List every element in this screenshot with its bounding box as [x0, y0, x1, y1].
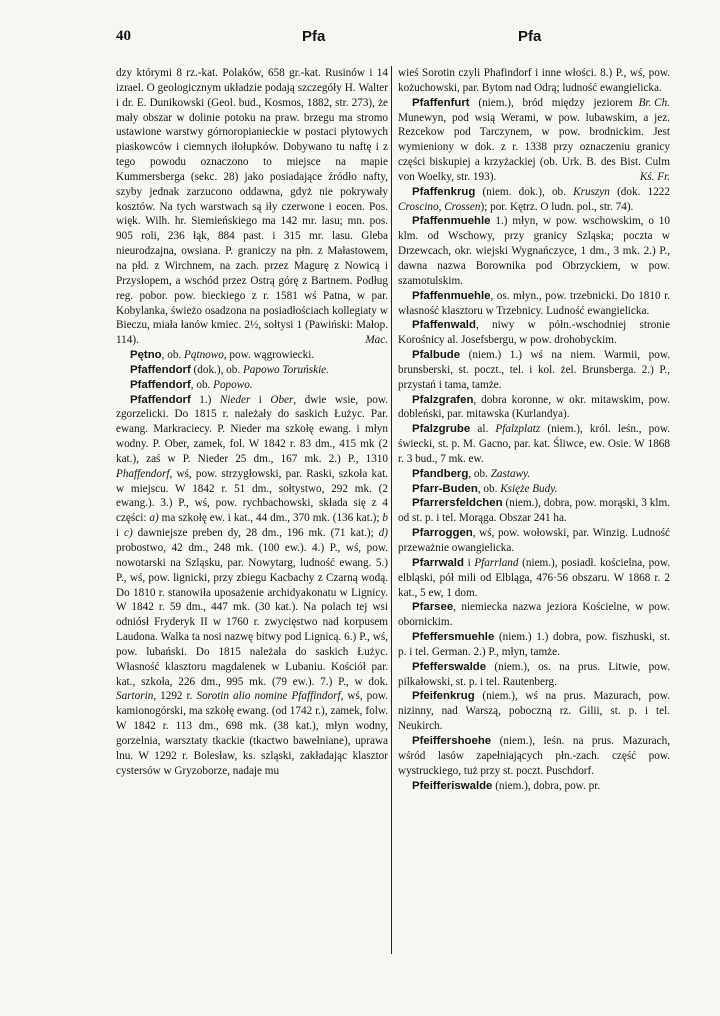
dictionary-entry	[116, 378, 388, 393]
entry-headword: Pfarrersfeldchen	[412, 497, 503, 510]
italic-term: Phaffendorf	[116, 467, 170, 480]
dictionary-entry	[398, 482, 670, 497]
column-divider	[391, 66, 392, 954]
italic-term: Ober	[270, 393, 294, 406]
entry-text: 1.)	[190, 393, 220, 406]
entry-text: (niem.), dobra, pow. pr.	[492, 779, 601, 792]
entry-headword: Pfandberg	[412, 467, 469, 480]
entry-text: dzy którymi 8 rz.-kat. Polaków, 658 gr.-kat. Rusinów i 14 izrael. O geologicznym układzie podają szczegóły H. Walter i dr. E. Dunikowski (Geol. bud., Kosmos, 1882, str. 273), że mały obszar w dolinie potoku na praw. brzegu ma stromo ustawione warstwy górnoropianieckie w postaci płytowych piaskowców i ciemnych iłołupków. Dobywano tu naftę i z tego powodu oznaczono to miejsce na mapie Kummersberga (sekc. 28) jako posiadające źródło nafty, szyby jednak zarzucono oddawna, gdyż nie pokrywały kosztów. Na tych warstwach są iły czerwone i eocen. Pos. więk. Wilh. hr. Siemieńskiego ma 142 mr. lasu; mn. pos. 905 roli, 236 łąk, 884 past. i 315 mr. lasu. Gleba nieurodzajna, owsiana. P. graniczy na płn. z Małastowem, na płd. z Wirchnem, na zach. przez Magurę z Nowicą i Przysłopem, a wschód przez Ostrą górę z Bartnem. Podług reg. pobor. pow. bieckiego z r. 1581 wś Patna, w par. Kobylanka, świeżo osadzona na posiadłościach kollegiaty w Bieczu, miała łanów kmiec. 2½, sołtysi 1 (Pawiński: Małop. 114).	[116, 67, 388, 347]
entry-text: al.	[470, 423, 496, 436]
entry-headword: Pfeffersmuehle	[412, 631, 495, 644]
italic-term: Papowo Toruńskie.	[242, 363, 329, 376]
italic-term: Pfarrland	[474, 556, 519, 569]
dictionary-entry	[398, 779, 670, 794]
entry-text: (niem.), król. leśn., pow. świecki, st. p. M. Gacno, par. kat. Śliwce, ew. Osie. W 1868 r. 3 bud., 7 mk. ew.	[398, 423, 670, 465]
entry-headword: Pfaffendorf	[130, 363, 191, 376]
entry-headword: Pfeiffershoehe	[412, 734, 492, 747]
entry-text: , ob.	[468, 467, 491, 480]
dictionary-entry	[398, 600, 670, 630]
dictionary-entry	[398, 630, 670, 660]
entry-text: (niem.) 1.) dobra, pow. fiszhuski, st. p. i tel. German. 2.) P., młyn, tamże.	[398, 631, 670, 658]
entry-text: (niem.), posiadł. kościelna, pow. elbląski, pół mili od Elbląga, 476·56 obszaru. W 1868 r. 2 kat., 5 ew, 1 dom.	[398, 556, 670, 599]
entry-text: (niem. dok.), ob.	[475, 185, 574, 198]
left-catchword: Pfa	[302, 28, 326, 45]
italic-term: Sorotin alio nomine Pfaffindorf	[196, 690, 341, 703]
page-number: 40	[116, 28, 131, 44]
entry-headword: Pfalbude	[412, 349, 461, 362]
entry-text: , os. młyn., pow. trzebnicki. Do 1810 r. własność klasztoru w Trzebnicy. Ludność ewangielicka.	[398, 289, 670, 317]
italic-term: Kruszyn	[573, 185, 610, 198]
entry-text: , wś, pow. wołowski, par. Winzig. Ludność przeważnie owangielicka.	[398, 527, 670, 554]
entry-headword: Pfaffendorf	[130, 393, 191, 406]
entry-headword: Pfaffenmuehle	[412, 289, 491, 302]
entry-text: dawniejsze preben dy, 28 dm., 196 mk. (71 kat.);	[132, 527, 379, 540]
italic-term: a)	[149, 512, 159, 525]
italic-term: Croscino, Crossen	[398, 200, 481, 213]
entry-text: (niem.), os. na prus. Litwie, pow. pilkałowski, st. p. i tel. Rautenberg.	[398, 660, 670, 688]
entry-text: (niem.), leśn. na prus. Mazurach, wśród lasów zapełniających płn.-zach. część pow. wystruckiego, tuż przy st. poczt. Puschdorf.	[398, 734, 670, 777]
dictionary-entry	[398, 467, 670, 482]
entry-text: , 1292 r.	[153, 690, 197, 703]
entry-text: , wś, pow. kamionogórski, ma szkołę ewang. (od 1742 r.), zamek, folw. W 1842 r. 113 dm., 698 mk. (38 kat.), młyn wodny, gorzelnia, warsztaty tkackie (tkactwo bawełniane), uprawa lnu. W 1292 r. Bolesław, ks. szląski, zakładając klasztor cystersów w Gryzoborze, nadaje mu	[116, 690, 388, 777]
entry-text: i	[250, 393, 271, 406]
italic-term: b	[382, 512, 388, 525]
dictionary-entry	[398, 318, 670, 348]
entry-text: 1.) młyn, w pow. wschowskim, o 10 klm. od Wschowy, przy granicy Szląska; poczta w Drzewcach, okr. wiejski Wygnańczyce, 1 dm., 3 mk. 2.) P., dawna nazwa Borownika pod Obrzyckiem, w pow. szamotulskim.	[398, 215, 670, 287]
entry-text: (niem.), dobra, pow. morąski, 3 klm. od st. p. i tel. Morąga. Obszar 241 ha.	[398, 497, 670, 525]
entry-text: ma szkołę ew. i kat., 44 dm., 370 mk. (136 kat.);	[158, 512, 383, 525]
entry-headword: Pfalzgrafen	[412, 393, 474, 406]
entry-text: (dok.), ob.	[190, 363, 243, 376]
italic-term: c)	[124, 527, 133, 540]
running-header	[70, 22, 648, 48]
entry-headword: Pfaffenfurt	[412, 96, 470, 109]
author-signature: Mac.	[365, 334, 388, 347]
dictionary-entry	[398, 689, 670, 734]
entry-text: , pow. wągrowiecki.	[223, 349, 315, 362]
dictionary-entry	[398, 393, 670, 423]
entry-headword: Pfarrwald	[412, 556, 464, 569]
dictionary-entry	[398, 96, 670, 185]
dictionary-entry	[116, 348, 388, 363]
left-column	[116, 66, 388, 779]
entry-text: (niem.), wś na prus. Mazurach, pow. nizinny, nad Warszą, poboczną rz. Gilii, st. p. i tel. Neukirch.	[398, 690, 670, 733]
continued-paragraph	[116, 66, 388, 348]
entry-text: , niemiecka nazwa jeziora Kościelne, w pow. obornickim.	[398, 601, 670, 629]
italic-term: Sartorin	[116, 690, 154, 703]
entry-headword: Pfaffenmuehle	[412, 215, 491, 228]
italic-term: Popowo.	[213, 378, 253, 391]
entry-headword: Pfaffenwald	[412, 319, 476, 332]
dictionary-entry	[398, 556, 670, 601]
entry-headword: Pfarr-Buden	[412, 482, 478, 495]
author-signature: Kś. Fr.	[639, 170, 670, 183]
dictionary-entry	[398, 289, 670, 319]
entry-text: probostwo, 42 dm., 248 mk. (100 ew.). 4.) P., wś, pow. nowotarski na Szląsku, par. Nowytarg, ludność ewang. 5.) P., wś, pow. lignicki, przy zbiegu Kacbachy z Czarną wodą. Do 1810 r. stanowiła uposażenie archidyakonatu w Lignicy. W 1842 r. 59 dm., 447 mk. (30 kat.). Na polach tej wsi odniósł Fryderyk II w 1760 r. zwycięstwo nad korpusem Laudona. Walka ta nosi nazwę bitwy pod Lignicą. 6.) P., wś, pow. lubański. Do 1815 należała do saskich Łużyc. Własność klasztoru magdalenek w Lubaniu. Kościół par. kat., szkoła, 226 dm., 995 mk. (79 ew.). 7.) P., w dok.	[116, 542, 388, 688]
entry-text: , ob.	[161, 349, 185, 362]
italic-term: Księże Budy.	[500, 482, 558, 495]
dictionary-entry	[116, 393, 388, 779]
entry-headword: Pfefferswalde	[412, 660, 487, 673]
entry-text: , ob.	[190, 378, 214, 391]
entry-headword: Pfarsee	[412, 601, 454, 614]
dictionary-entry	[398, 422, 670, 467]
dictionary-entry	[398, 185, 670, 215]
entry-text: , ob.	[477, 482, 501, 495]
italic-term: Pfalzplatz	[495, 423, 541, 436]
dictionary-entry	[398, 496, 670, 526]
entry-headword: Pfeifenkrug	[412, 690, 475, 703]
author-signature: Br. Ch.	[638, 96, 670, 109]
right-catchword: Pfa	[518, 28, 542, 45]
entry-text: , dwie wsie, pow. zgorzelicki. Do 1815 r. należały do saskich Łużyc. Par. ewang. Markraciecy. P. Nieder ma szkołę ewang. i młyn wodny. P. Ober, zamek, fol. W 1842 r. 83 dm., 415 mk (2 kat.), zaś w P. Nieder 25 dm., 167 mk. 2.) P., 1310	[116, 393, 389, 465]
entry-headword: Pfeifferiswalde	[412, 779, 493, 792]
entry-text: (niem.) 1.) wś na niem. Warmii, pow. brunsberski, st. poczt., tel. i kol. żel. Brunsberga. 2.) P., przystań i tama, tamże.	[398, 349, 670, 391]
entry-headword: Pfalzgrube	[412, 423, 471, 436]
dictionary-entry	[398, 734, 670, 779]
italic-term: d)	[378, 527, 388, 540]
dictionary-entry	[398, 660, 670, 690]
entry-headword: Pfarroggen	[412, 527, 473, 540]
dictionary-entry	[398, 348, 670, 393]
italic-term: Nieder	[219, 393, 251, 406]
entry-headword: Pętno	[130, 349, 162, 362]
right-column	[398, 66, 670, 793]
entry-text: (dok. 1222	[609, 185, 670, 198]
entry-text: wieś Sorotin czyli Phafindorf i inne włości. 8.) P., wś, pow. kożuchowski, par. Bytom nad Odrą; ludność ewangielicka.	[398, 67, 670, 94]
entry-text: , wś, pow. strzygłowski, par. Raski, szkoła kat. w miejscu. W 1842 r. 51 dm., sołtystwo, 292 mk. (2 ewang.). 3.) P., wś, pow. rychbachowski, składa się z 4 części:	[116, 467, 388, 525]
entry-text: , niwy w półn.-wschodniej stronie Korośnicy al. Josefsbergu, w pow. drohobyckim.	[398, 319, 670, 347]
entry-text: i	[116, 527, 125, 540]
entry-headword: Pfaffendorf	[130, 378, 191, 391]
entry-text: ); por. Kętrz. O ludn. pol., str. 74).	[480, 200, 634, 213]
italic-term: Pątnowo	[184, 349, 224, 362]
entry-text: (niem.), bród między jeziorem Munewyn, pod wsią Werami, w pow. lubawskim, a jez. Rezcekow pod Tarczynem, w pow. brodnickim. Jest wymieniony w dok. z r. 1338 przy oznaczeniu granicy części biskupiej a krzyżackiej (ob. Urk. B. des Bist. Culm von Woelky, str. 193).	[398, 96, 670, 183]
italic-term: Zastawy.	[490, 467, 531, 480]
dictionary-entry	[398, 214, 670, 288]
dictionary-entry	[398, 526, 670, 556]
entry-text: i	[463, 556, 475, 569]
entry-text: , dobra koronne, w okr. mitawskim, pow. dobleński, par. mitawska (Kurlandya).	[398, 393, 670, 421]
entry-headword: Pfaffenkrug	[412, 185, 476, 198]
dictionary-entry	[116, 363, 388, 378]
